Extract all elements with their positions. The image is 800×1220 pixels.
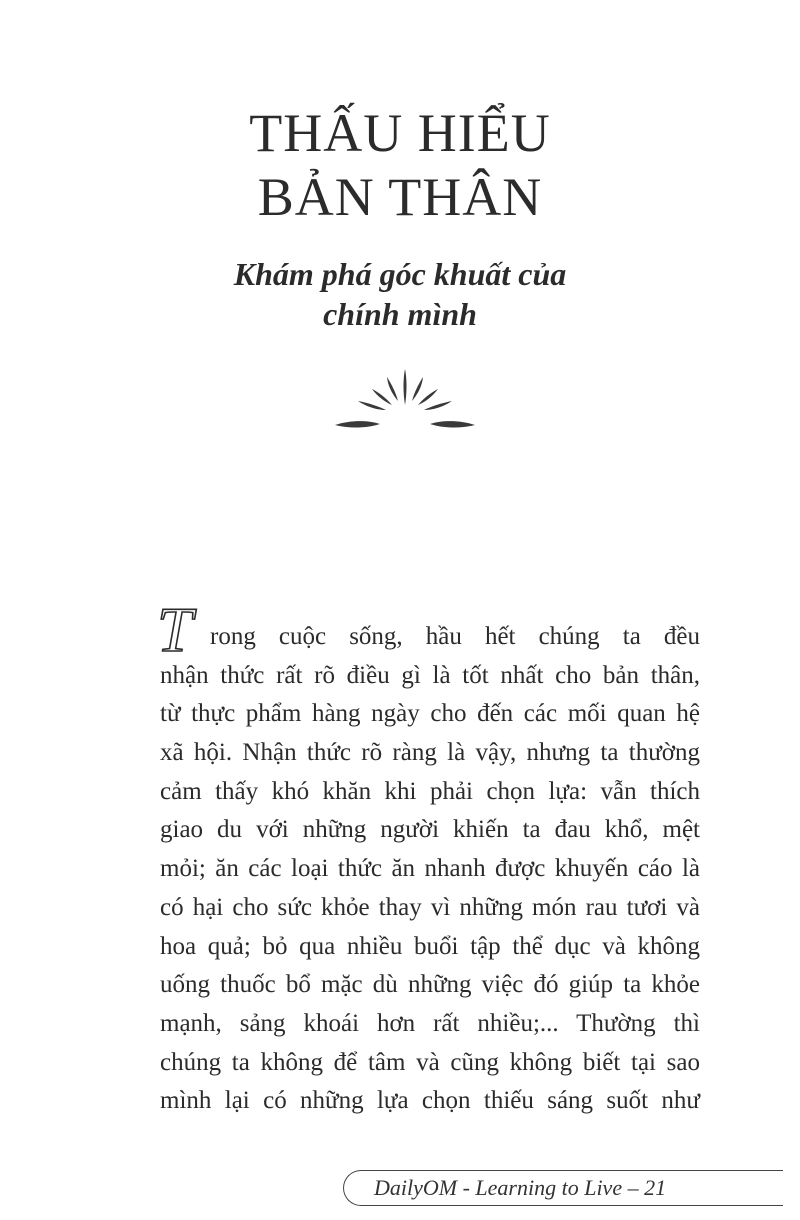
page-footer <box>343 1170 783 1206</box>
body-paragraph <box>160 618 700 1121</box>
chapter-subtitle-line-2: chính mình <box>323 296 477 332</box>
footer-running-title: DailyOM - Learning to Live – 21 <box>374 1175 667 1200</box>
chapter-title-line-1: THẤU HIỂU <box>249 103 551 163</box>
sunburst-ornament-icon <box>330 365 480 435</box>
drop-cap-letter: T <box>157 594 193 665</box>
body-line: rong cuộc sống, hầu hết chúng ta đều <box>210 623 700 650</box>
body-line: xã hội. Nhận thức rõ ràng là vậy, nhưng ta thường <box>160 739 700 767</box>
body-line: chúng ta không để tâm và cũng không biết tại sao <box>160 1048 700 1076</box>
body-line: mình lại có những lựa chọn thiếu sáng suốt như <box>160 1087 700 1115</box>
body-line: mỏi; ăn các loại thức ăn nhanh được khuyến cáo là <box>160 855 700 883</box>
body-line: nhận thức rất rõ điều gì là tốt nhất cho bản thân, <box>160 661 700 689</box>
body-line: mạnh, sảng khoái hơn rất nhiều;... Thường thì <box>160 1009 700 1037</box>
chapter-subtitle-line-1: Khám phá góc khuất của <box>233 256 567 292</box>
chapter-title-line-2: BẢN THÂN <box>257 167 543 227</box>
body-line: có hại cho sức khỏe thay vì những món rau tươi và <box>160 893 700 921</box>
body-line: từ thực phẩm hàng ngày cho đến các mối quan hệ <box>160 700 700 728</box>
body-line: giao du với những người khiến ta đau khổ, mệt <box>160 816 700 844</box>
body-line: hoa quả; bỏ qua nhiều buổi tập thể dục và không <box>160 932 700 960</box>
body-line: cảm thấy khó khăn khi phải chọn lựa: vẫn thích <box>160 777 700 805</box>
body-line: uống thuốc bổ mặc dù những việc đó giúp ta khỏe <box>160 971 700 999</box>
